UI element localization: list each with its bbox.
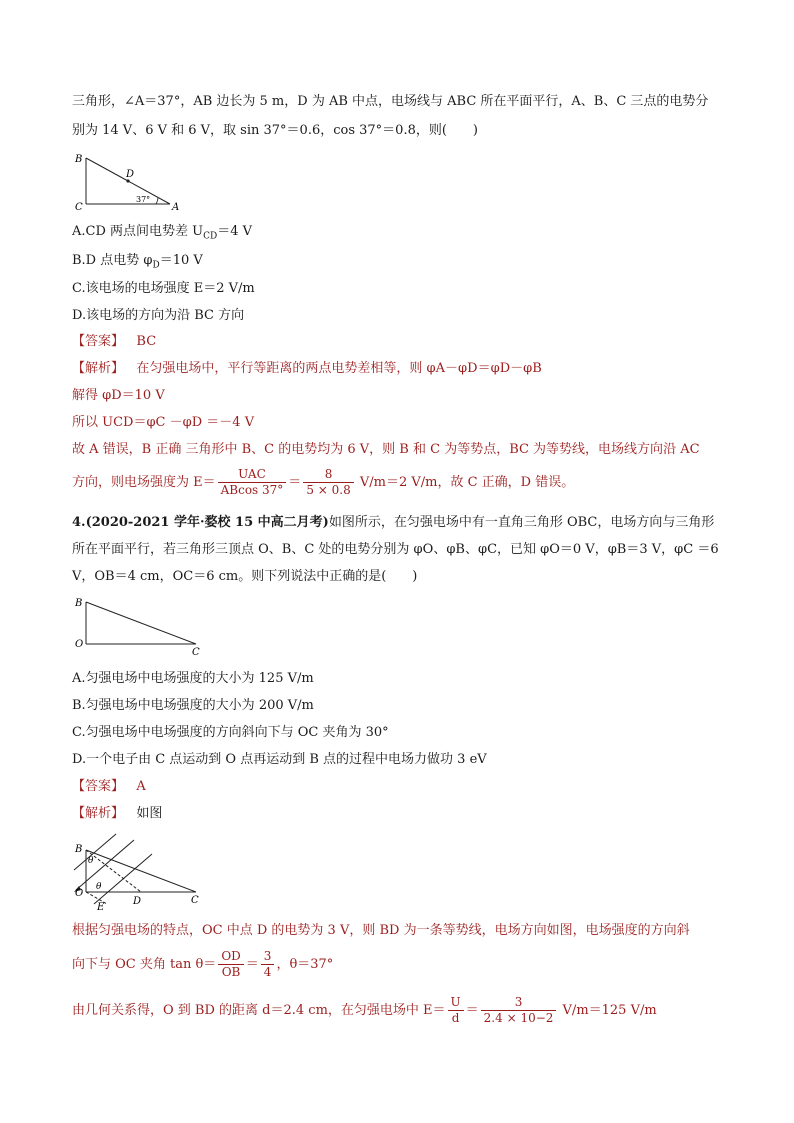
q4-option-b: B.匀强电场中电场强度的大小为 200 V/m xyxy=(72,698,314,713)
q4-fraction-1: $\frac{OD}{OB}$ xyxy=(218,950,243,979)
q4-fig2-theta-bottom: θ xyxy=(96,882,102,892)
q3-explanation-line5: 方向，则电场强度为 E＝ $\frac{\text{UAC}}{ABcos 37^\circ}$ ＝ $\frac{8}{5 \times 0.8}$ V/m＝2 V/m，故 C 正确，D 错误。 xyxy=(72,467,575,497)
q4-stem-line3: V，OB＝4 cm，OC＝6 cm。则下列说法中正确的是( ) xyxy=(72,569,418,584)
q4-fig2-label-c: C xyxy=(191,895,199,906)
q4-fig2-label-d: D xyxy=(133,896,142,907)
q3-explanation-line4: 故 A 错误，B 正确 三角形中 B、C 的电势均为 6 V，则 B 和 C 为等势点，BC 为等势线，电场线方向沿 AC xyxy=(72,442,700,457)
explanation-label: 【解析】 xyxy=(72,806,125,821)
q4-fig-label-c: C xyxy=(192,647,200,658)
q3-fraction-1: $\frac{\text{UAC}}{ABcos 37^\circ}$ xyxy=(218,468,287,497)
q4-fraction-3: $\frac{U}{d}$ xyxy=(448,996,464,1025)
answer-label: 【答案】 xyxy=(72,779,125,794)
q3-fig-label-d: D xyxy=(126,169,135,180)
q4-option-c: C.匀强电场中电场强度的方向斜向下与 OC 夹角为 30° xyxy=(72,725,389,740)
q4-option-d: D.一个电子由 C 点运动到 O 点再运动到 B 点的过程中电场力做功 3 eV xyxy=(72,752,487,767)
q4-analysis-figure xyxy=(72,830,204,912)
q3-fig-label-a: A xyxy=(172,202,180,213)
q3-option-c: C.该电场的电场强度 E＝2 V/m xyxy=(72,281,255,296)
q4-fig-label-o: O xyxy=(75,639,84,650)
q3-fig-label-c: C xyxy=(75,202,83,213)
q3-fig-angle: 37° xyxy=(136,195,151,204)
q4-fraction-2: $\frac{3}{4}$ xyxy=(261,950,275,979)
answer-value: BC xyxy=(136,334,157,349)
q4-fig2-label-b: B xyxy=(75,844,83,855)
q4-stem-line1: 4.(2020-2021 学年·婺校 15 中高二月考)如图所示，在匀强电场中有一直角三角形 OBC，电场方向与三角形 xyxy=(72,515,715,530)
q3-explanation-line1: 【解析】 在匀强电场中，平行等距离的两点电势差相等，则 φA－φD＝φD－φB xyxy=(72,361,542,376)
q3-answer xyxy=(72,333,156,351)
q4-fig2-label-e: E xyxy=(97,902,105,912)
q3-option-d: D.该电场的方向为沿 BC 方向 xyxy=(72,308,245,323)
q4-triangle-figure xyxy=(72,594,212,658)
q4-fig2-theta-top: θ xyxy=(88,856,94,866)
q3-stem-line2: 别为 14 V、6 V 和 6 V，取 sin 37°＝0.6，cos 37°＝0.8，则( ) xyxy=(72,123,478,138)
q4-explanation-line2: 向下与 OC 夹角 tan θ＝ $\frac{OD}{OB}$ ＝ $\frac{3}{4}$ ，θ＝37° xyxy=(72,949,334,979)
q3-explanation-line2: 解得 φD＝10 V xyxy=(72,388,165,403)
q4-answer xyxy=(72,778,146,796)
q3-stem-line1: 三角形，∠A＝37°，AB 边长为 5 m，D 为 AB 中点，电场线与 ABC 所在平面平行，A、B、C 三点的电势分 xyxy=(72,94,709,109)
q4-explanation-line3: 由几何关系得，O 到 BD 的距离 d＝2.4 cm，在匀强电场中 E＝ $\frac{U}{d}$ ＝ $\frac{3}{2.4 \times 10-2}$ V/m＝125 V/m xyxy=(72,995,657,1025)
q3-explanation-line3: 所以 UCD＝φC －φD ＝－4 V xyxy=(72,415,255,430)
answer-value: A xyxy=(136,779,146,794)
explanation-label: 【解析】 xyxy=(72,361,125,376)
q3-fraction-2: $\frac{8}{5 \times 0.8}$ xyxy=(303,468,353,497)
answer-label: 【答案】 xyxy=(72,334,125,349)
q4-explanation-intro: 【解析】 如图 xyxy=(72,806,163,821)
q4-explanation-line1: 根据匀强电场的特点，OC 中点 D 的电势为 3 V，则 BD 为一条等势线，电场方向如图，电场强度的方向斜 xyxy=(72,923,690,938)
q4-fraction-4: $\frac{3}{2.4 \times 10-2}$ xyxy=(481,996,557,1025)
q3-option-b: B.D 点电势 $\varphi_D=10$ V xyxy=(72,253,203,271)
q4-fig2-label-o: O xyxy=(75,888,84,899)
q4-fig-label-b: B xyxy=(75,598,83,609)
q4-stem-line2: 所在平面平行，若三角形三顶点 O、B、C 处的电势分别为 φO、φB、φC，已知 φO＝0 V，φB＝3 V，φC ＝6 xyxy=(72,542,719,557)
q4-option-a: A.匀强电场中电场强度的大小为 125 V/m xyxy=(72,671,314,686)
q4-source: 4.(2020-2021 学年·婺校 15 中高二月考) xyxy=(72,515,329,530)
q3-triangle-figure xyxy=(72,152,192,214)
q3-fig-label-b: B xyxy=(75,154,83,165)
q3-option-a: A.CD 两点间电势差 $U_{CD}=4$ V xyxy=(72,224,253,242)
